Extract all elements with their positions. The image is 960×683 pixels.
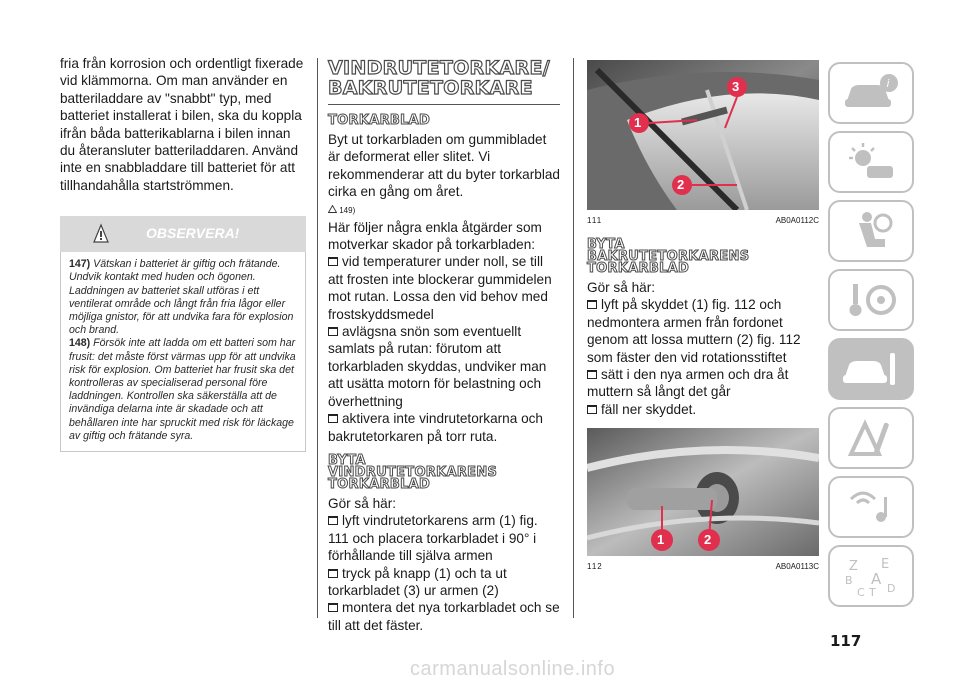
bullet-text: vid temperaturer under noll, se till att frosten inte blockerar gummidelen mot rutan. Lossa den vid behov med frostskyddsmedel [328,254,552,322]
reference-number: 149) [339,205,356,215]
tab-multimedia[interactable] [828,476,914,538]
checkbox-bullet-icon [328,516,338,525]
figure-112-caption [587,562,819,571]
note-number: 148) [69,337,91,350]
figure-112 [587,428,819,556]
note-item [69,337,301,443]
figure-111 [587,60,819,210]
car-maintenance-icon [841,347,901,391]
tab-warning-lights[interactable] [828,131,914,193]
heading-line: VINDRUTETORKARENS [328,464,498,480]
callout-2-label: 2 [704,532,712,548]
note-text: Försök inte att ladda om ett batteri som har frusit: det måste först värmas upp för att undvika risk för explosion. Om batteriet har frusit ska det kontrolleras av specialiserad personal före laddningen. Kontrollen ska säkerställa att de invändiga delarna inte är skadade och att behållaren inte har spruckit med risk för läckage av giftig och frätande syra. [69,337,296,442]
callout-1-label: 1 [634,115,642,130]
small-warning-icon [328,205,337,213]
airbag-seat-icon [841,209,901,253]
sub-heading-torkarblad: TORKARBLAD [328,113,431,128]
tab-index[interactable] [828,545,914,607]
bullet-text: avlägsna snön som eventuellt samlats på rutan: förutom att torkarbladen skyddas, undviker man att usätta motorn för belastning och överhettning [328,324,547,409]
figure-code: AB0A0113C [775,562,819,572]
section-intro: Gör så här: [587,280,655,295]
checkbox-bullet-icon [328,327,338,336]
bullet-item [328,253,560,323]
tab-starting-driving[interactable] [828,269,914,331]
svg-text:i: i [886,77,890,90]
heading-line: TORKARBLAD [328,476,431,492]
step-item [587,296,819,366]
figure-112-callouts [587,428,819,556]
warning-notes [60,252,306,452]
section-heading-windshield [328,452,560,492]
paragraph-measures: Här följer några enkla åtgärder som motverkar skador på torkarbladen: [328,219,542,253]
car-info-icon [841,71,901,115]
column-2 [328,58,560,634]
paragraph-replace-blades: Byt ut torkarbladen om gummibladet är deformerat eller slitet. Vi rekommenderar att du byter torkarblad cirka en gång om året. [328,132,560,200]
chapter-sidebar [828,62,918,614]
heading-line: BYTA [328,452,366,468]
bullet-item [328,323,560,410]
heading-line: BAKRUTETORKARENS [587,249,750,264]
step-item [328,599,560,634]
column-divider-2 [573,58,574,618]
intro-paragraph: fria från korrosion och ordentligt fixerade vid klämmorna. Om man använder en batteriladdare av "snabbt" typ, med batteriet installerat i bilen, ska du koppla ifrån båda batterikablarna i bilen innan du återansluter batteriladdaren. Använd inte en snabbladdare till batteriet för att tillhandahålla startströmmen. [60,56,304,193]
watermark: carmanualsonline.info [410,658,616,680]
step-text: fäll ner skyddet. [601,401,697,417]
alphabetical-index-icon [841,554,901,598]
step-item [328,565,560,600]
warning-title: OBSERVERA! [146,225,240,242]
figure-code: AB0A0112C [775,216,819,225]
heading-line: TORKARBLAD [587,261,690,276]
warning-box-header [60,216,306,252]
tab-car-info[interactable] [828,62,914,124]
warning-lights-icon [841,140,901,184]
step-text: lyft på skyddet (1) fig. 112 och nedmontera armen från fordonet genom att lossa muttern (2) fig. 112 som fäster den vid rotationsstiftet [587,297,801,365]
bullet-text: aktivera inte vindrutetorkarna och bakrutetorkaren på torr ruta. [328,411,543,444]
main-heading [328,58,560,105]
column-divider-1 [317,58,318,618]
tab-safety[interactable] [828,200,914,262]
step-item [587,401,819,418]
index-letter-c: C [857,586,865,598]
step-text: lyft vindrutetorkarens arm (1) fig. 111 och placera torkarbladet i 90° i förhållande till själva armen [328,513,538,564]
checkbox-bullet-icon [328,569,338,578]
step-text: sätt i den nya armen och dra åt muttern så långt det går [587,367,789,400]
section-heading-rear [587,239,819,275]
column-3 [587,60,819,571]
tab-emergency[interactable] [828,407,914,469]
checkbox-bullet-icon [328,257,338,266]
note-item [69,258,301,337]
page-number: 117 [830,632,862,650]
step-item [328,512,560,564]
main-heading-line-1: VINDRUTETORKARE/ [328,57,550,79]
bullet-item [328,410,560,445]
index-letter-t: T [869,586,876,598]
figure-111-callouts [587,60,819,210]
checkbox-bullet-icon [587,370,597,379]
index-letter-b: B [845,574,853,587]
heading-line: BYTA [587,237,625,252]
figure-111-caption [587,216,819,225]
warning-triangle-wrench-icon [841,416,901,460]
index-letter-e: E [881,557,890,572]
multimedia-music-icon [841,485,901,529]
figure-number: 111 [587,216,603,225]
callout-1-label: 1 [657,532,665,548]
note-number: 147) [69,258,91,271]
figure-number: 112 [587,562,603,572]
step-item [587,366,819,401]
warning-reference [328,205,560,215]
key-steering-wheel-icon [841,278,901,322]
main-heading-line-2: BAKRUTETORKARE [328,77,533,99]
index-letter-z: Z [849,559,858,574]
index-letter-d: D [887,582,896,595]
column-1 [60,55,306,452]
checkbox-bullet-icon [587,300,597,309]
note-text: Vätskan i batteriet är giftig och frätande. Undvik kontakt med huden och ögonen. Laddningen av batteriet skall utföras i ett ventilerat område och långt från fria lågor eller möjliga gnistor, för att undvika fara för explosion och brand. [69,258,294,337]
step-text: montera det nya torkarbladet och se till att det fäster. [328,600,560,633]
checkbox-bullet-icon [587,405,597,414]
tab-maintenance[interactable] [828,338,914,400]
step-text: tryck på knapp (1) och ta ut torkarbladet (3) ur armen (2) [328,565,507,598]
warning-hand-icon [90,222,112,244]
section-intro: Gör så här: [328,495,396,511]
callout-2-label: 2 [677,177,685,192]
callout-3-label: 3 [732,79,740,94]
checkbox-bullet-icon [328,603,338,612]
checkbox-bullet-icon [328,414,338,423]
index-letter-a: A [871,570,882,588]
